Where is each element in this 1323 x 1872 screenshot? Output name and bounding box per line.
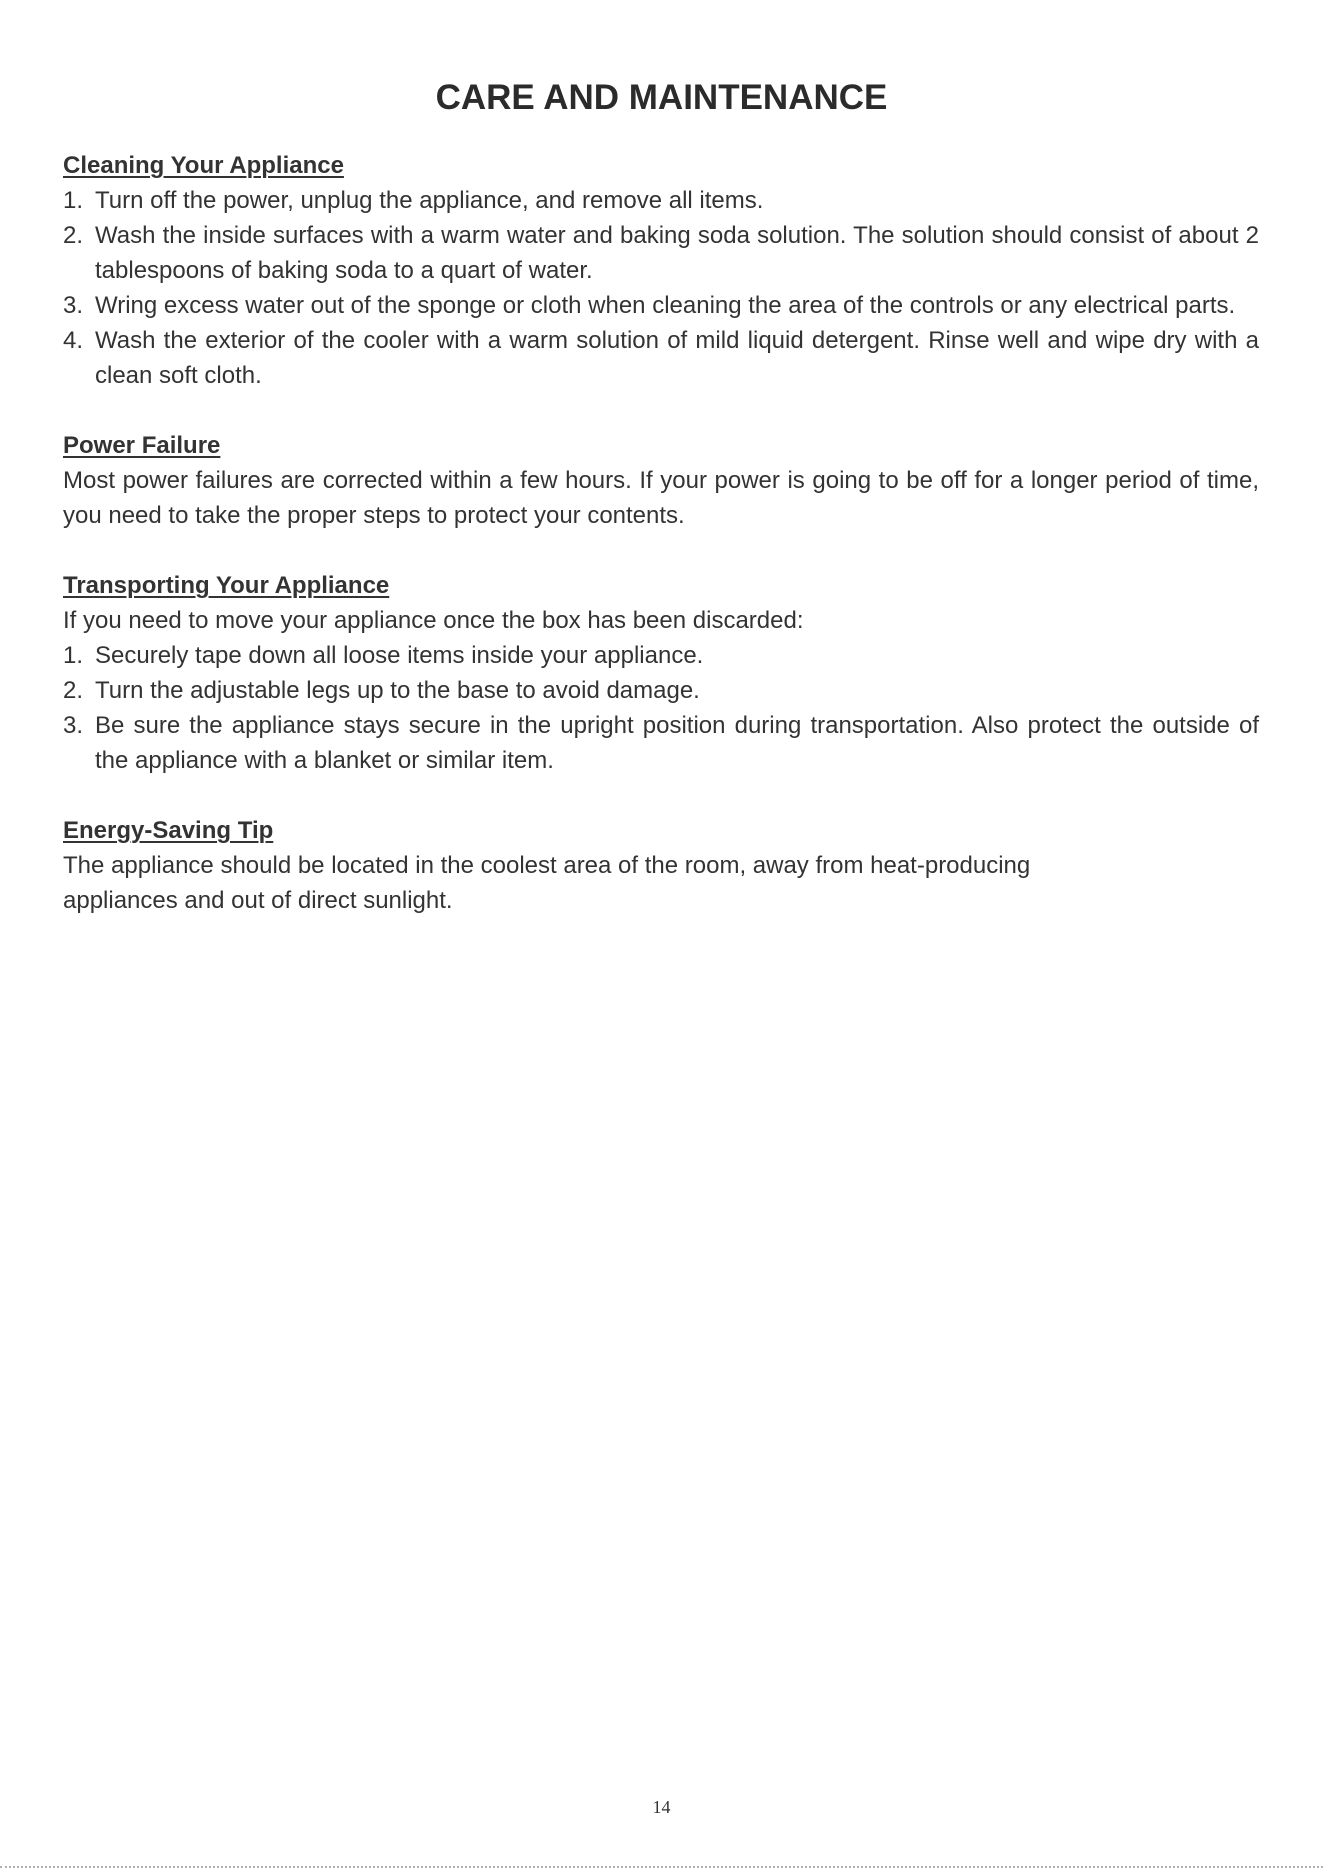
- page-title: CARE AND MAINTENANCE: [435, 78, 888, 117]
- list-item-number: 1.: [63, 187, 84, 214]
- page-number: 14: [652, 1797, 671, 1817]
- list-item: [63, 218, 1259, 288]
- list-item-text: Turn off the power, unplug the appliance, and remove all items.: [95, 187, 764, 214]
- power-failure-paragraph: Most power failures are corrected within a few hours. If your power is going to be off for a longer period of time, you need to take the proper steps to protect your contents.: [63, 467, 1259, 529]
- section-heading-cleaning: Cleaning Your Appliance: [63, 152, 344, 179]
- list-item-number: 2.: [63, 677, 84, 704]
- list-item-number: 4.: [63, 327, 84, 354]
- list-item-text: Wring excess water out of the sponge or cloth when cleaning the area of the controls or any electrical parts.: [95, 292, 1236, 319]
- list-item-text: Wash the exterior of the cooler with a warm solution of mild liquid detergent. Rinse well and wipe dry with a clean soft cloth.: [95, 327, 1259, 389]
- section-heading-transporting: Transporting Your Appliance: [63, 572, 390, 599]
- section-transporting: [63, 568, 1259, 778]
- list-item: [63, 183, 1259, 218]
- transporting-intro: If you need to move your appliance once the box has been discarded:: [63, 607, 804, 634]
- section-cleaning: [63, 148, 1259, 393]
- list-item-number: 3.: [63, 712, 84, 739]
- energy-tip-line: The appliance should be located in the coolest area of the room, away from heat-producing: [63, 852, 1031, 879]
- section-energy-saving: [63, 813, 1259, 918]
- energy-tip-line: appliances and out of direct sunlight.: [63, 887, 453, 914]
- list-item: [63, 673, 1259, 708]
- list-item: [63, 638, 1259, 673]
- list-item-text: Securely tape down all loose items inside your appliance.: [95, 642, 704, 669]
- list-item-text: Turn the adjustable legs up to the base to avoid damage.: [95, 677, 700, 704]
- cleaning-steps-list: [63, 183, 1259, 393]
- list-item: [63, 323, 1259, 393]
- page-content: [63, 148, 1259, 953]
- section-power-failure: [63, 428, 1259, 533]
- section-heading-energy-saving: Energy-Saving Tip: [63, 817, 274, 844]
- list-item-text: Wash the inside surfaces with a warm water and baking soda solution. The solution should consist of about 2 tablespoons of baking soda to a quart of water.: [95, 222, 1259, 284]
- transporting-steps-list: [63, 638, 1259, 778]
- section-heading-power-failure: Power Failure: [63, 432, 221, 459]
- list-item-number: 3.: [63, 292, 84, 319]
- list-item: [63, 288, 1259, 323]
- list-item-number: 2.: [63, 222, 84, 249]
- bottom-divider: [0, 1866, 1323, 1868]
- list-item-text: Be sure the appliance stays secure in the upright position during transportation. Also protect the outside of the appliance with a blanket or similar item.: [95, 712, 1259, 774]
- list-item: [63, 708, 1259, 778]
- list-item-number: 1.: [63, 642, 84, 669]
